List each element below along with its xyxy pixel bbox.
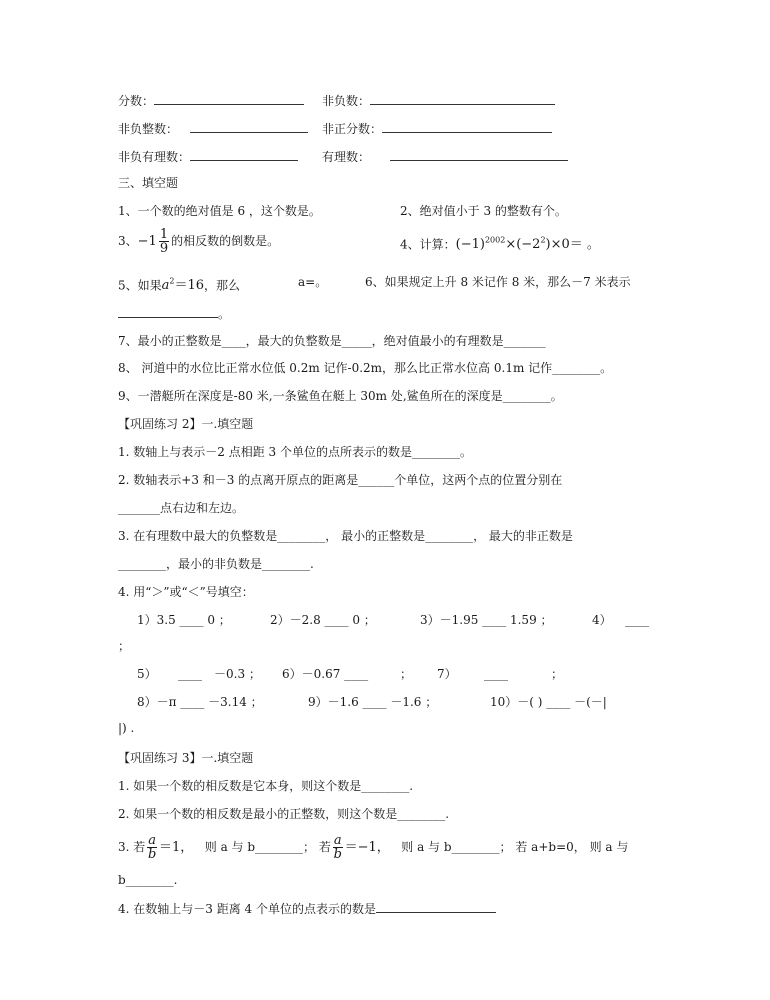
compare-3: 3）－1.95 ____ 1.59 ；: [420, 613, 553, 627]
q4-tail: )×0＝ 。: [545, 237, 600, 253]
practice3-q4: [118, 900, 496, 917]
mixed-number: [138, 228, 171, 255]
practice2-q3b: ________，最小的非负数是________.: [118, 557, 314, 571]
q3-prefix: 3、: [118, 234, 138, 248]
compare-9: 9）－1.6 ____ －1.6 ；: [308, 695, 438, 709]
practice2-q2a: 2. 数轴表示+3 和－3 的点离开原点的距离是______个单位，这两个点的位置分别在: [118, 473, 563, 487]
q4-text: 4. 在数轴上与－3 距离 4 个单位的点表示的数是: [118, 902, 376, 916]
q5-suffix: ，那么: [204, 278, 241, 293]
nonneg-int-row: [118, 120, 308, 137]
section3-title: 三、填空题: [118, 176, 179, 190]
section3-q1: 1、一个数的绝对值是 6 ，这个数是。: [118, 204, 321, 218]
practice2-q2b: _______点右边和左边。: [118, 501, 245, 515]
section3-q3: [118, 228, 279, 255]
q6-end: 。: [218, 307, 231, 321]
section3-q4: [400, 233, 600, 253]
practice3-q2: 2. 如果一个数的相反数是最小的正整数，则这个数是________.: [118, 807, 450, 821]
practice3-q3-end: b________.: [118, 873, 178, 887]
nonneg-int-label: 非负整数：: [118, 122, 179, 136]
q4-base1: (−1): [455, 237, 485, 253]
compare-7-blank: ____: [484, 667, 508, 681]
nonpos-frac-blank[interactable]: [382, 120, 552, 133]
rational-row: [322, 148, 568, 165]
practice2-q1: 1. 数轴上与表示－2 点相距 3 个单位的点所表示的数是________。: [118, 445, 472, 459]
compare-10: 10）－( ) ____ －(－|: [490, 695, 607, 709]
q4-blank[interactable]: [376, 900, 496, 913]
compare-1: 1）3.5 ____ 0 ；: [137, 613, 231, 627]
section3-q9: 9、一潜艇所在深度是-80 米,一条鲨鱼在艇上 30m 处,鲨鱼所在的深度是________。: [118, 389, 563, 403]
compare-6: 6）－0.67 ____: [282, 667, 369, 681]
q6-blank[interactable]: [118, 305, 218, 318]
frac1-num: a: [148, 833, 157, 848]
nonpos-frac-label: 非正分数：: [322, 122, 383, 136]
nonneg-rational-blank[interactable]: [190, 148, 298, 161]
fraction-label: 分数：: [118, 94, 155, 108]
compare-4-semicolon: ；: [118, 639, 131, 653]
compare-5: 5）: [137, 667, 157, 681]
q5-expression: [162, 278, 204, 293]
frac2-num: a: [333, 833, 342, 848]
nonneg-row: [322, 92, 555, 109]
nonneg-rational-row: [118, 148, 298, 165]
q3-if-1: 3. 若: [118, 840, 146, 854]
frac1-den: b: [147, 847, 157, 862]
rational-label: 有理数：: [322, 150, 371, 164]
q4-mid: ×(−2: [505, 237, 541, 253]
section3-q2: 2、绝对值小于 3 的整数有个。: [400, 204, 567, 218]
compare-8: 8）－π ____ －3.14 ；: [137, 695, 263, 709]
eq-2: ＝−1，: [344, 840, 390, 855]
mixed-numerator: 1: [159, 227, 169, 242]
nonpos-frac-row: [322, 120, 552, 137]
practice3-title: 【巩固练习 3】一.填空题: [118, 751, 254, 765]
q3-mid-1: 则 a 与 b________； 若: [204, 840, 331, 854]
practice2-title: 【巩固练习 2】一.填空题: [118, 417, 254, 431]
section3-q8: 8、 河道中的水位比正常水位低 0.2m 记作-0.2m，那么比正常水位高 0.1m 记作________。: [118, 361, 613, 375]
section3-q7: 7、最小的正整数是____，最大的负整数是_____，绝对值最小的有理数是_______: [118, 334, 546, 348]
compare-7: 7）: [437, 667, 457, 681]
q4-prefix: 4、计算：: [400, 237, 456, 252]
q5-prefix: 5、如果: [118, 278, 162, 293]
compare-6-semicolon: ；: [400, 667, 413, 681]
q4-exp1: 2002: [484, 236, 506, 245]
section3-q5: [118, 274, 240, 294]
q4-exp2: 2: [540, 236, 546, 245]
fraction-a-over-b-1: [147, 834, 157, 861]
q3-mid-2: 则 a 与 b________； 若 a+b=0， 则 a 与: [401, 840, 629, 854]
fraction-blank[interactable]: [154, 92, 304, 105]
fraction-a-over-b-2: [333, 834, 343, 861]
q4-expression: [456, 237, 600, 252]
compare-4-blank: ____: [625, 613, 649, 627]
q3-suffix: 的相反数的倒数是。: [171, 234, 280, 248]
section3-q5-answer: a=。: [298, 275, 328, 289]
compare-10-end: |) .: [118, 721, 135, 735]
nonneg-label: 非负数：: [322, 94, 371, 108]
nonneg-int-blank[interactable]: [190, 120, 308, 133]
compare-2: 2）－2.8 ____ 0 ；: [270, 613, 376, 627]
compare-4: 4）: [592, 613, 612, 627]
q5-var: a: [161, 278, 170, 294]
practice2-q4: 4. 用“＞”或“＜”号填空：: [118, 585, 254, 599]
eq-1: ＝1，: [159, 840, 194, 855]
mixed-denominator: 9: [159, 241, 169, 256]
compare-5-blank: ____: [178, 667, 202, 681]
nonneg-blank[interactable]: [370, 92, 555, 105]
q5-exp: 2: [169, 277, 175, 286]
section3-q6: 6、如果规定上升 8 米记作 8 米，那么－7 米表示: [365, 275, 631, 289]
frac2-den: b: [333, 847, 342, 862]
rational-blank[interactable]: [390, 148, 568, 161]
q5-eq: ＝16: [174, 278, 205, 294]
fraction-row: [118, 92, 304, 109]
compare-7-semicolon: ；: [551, 667, 564, 681]
mixed-whole: −1: [137, 233, 157, 249]
practice2-q3a: 3. 在有理数中最大的负整数是________， 最小的正整数是________， 最大的非正数是: [118, 529, 573, 543]
practice3-q1: 1. 如果一个数的相反数是它本身，则这个数是________.: [118, 779, 414, 793]
compare-5-rest: －0.3 ；: [214, 667, 261, 681]
practice3-q3: [118, 833, 628, 862]
nonneg-rational-label: 非负有理数：: [118, 150, 191, 164]
section3-q6-line2: [118, 305, 230, 322]
